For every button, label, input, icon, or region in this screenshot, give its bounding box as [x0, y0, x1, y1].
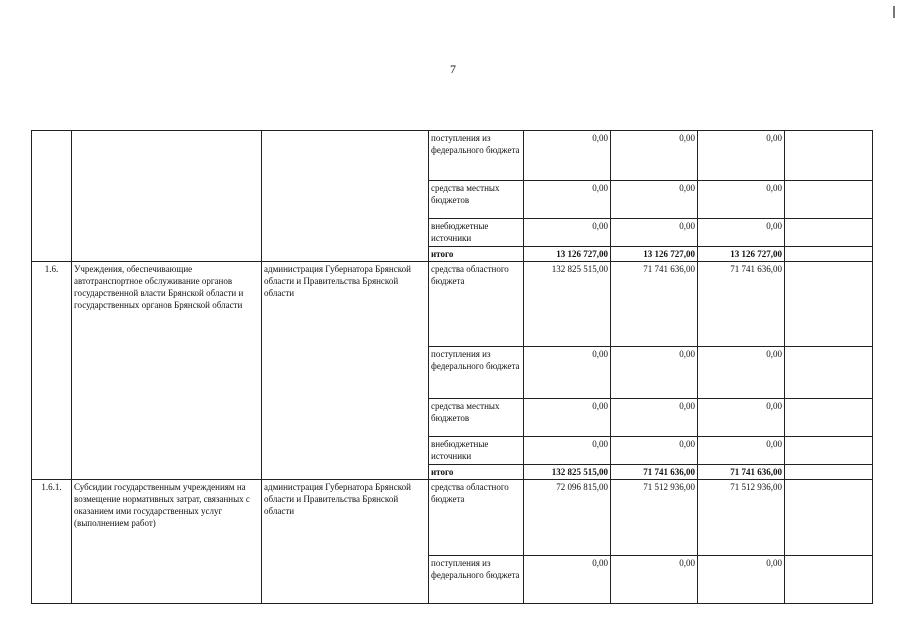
- amount-v2: 0,00: [611, 347, 698, 399]
- empty-cell: [785, 465, 873, 480]
- scan-edge-mark: [893, 6, 895, 18]
- row-name: Субсидии государственным учреждениям на возмещение нормативных затрат, связанных с оказанием ими государственных услуг (выполнением работ): [72, 480, 262, 604]
- empty-cell: [785, 247, 873, 262]
- funding-source: средства областного бюджета: [429, 480, 524, 556]
- funding-source: поступления из федерального бюджета: [429, 347, 524, 399]
- amount-v1: 132 825 515,00: [524, 262, 611, 347]
- amount-v3: 0,00: [698, 347, 785, 399]
- row-code: 1.6.: [32, 262, 72, 480]
- row-executor: администрация Губернатора Брянской области и Правительства Брянской области: [262, 480, 429, 604]
- amount-v2: 0,00: [611, 131, 698, 181]
- row-code: [32, 131, 72, 262]
- amount-v2: 0,00: [611, 219, 698, 247]
- amount-v1: 132 825 515,00: [524, 465, 611, 480]
- amount-v3: 0,00: [698, 131, 785, 181]
- funding-source: средства областного бюджета: [429, 262, 524, 347]
- funding-source: внебюджетные источники: [429, 219, 524, 247]
- empty-cell: [785, 437, 873, 465]
- amount-v3: 0,00: [698, 219, 785, 247]
- funding-source: внебюджетные источники: [429, 437, 524, 465]
- amount-v2: 0,00: [611, 437, 698, 465]
- amount-v3: 71 741 636,00: [698, 262, 785, 347]
- empty-cell: [785, 181, 873, 219]
- amount-v2: 71 512 936,00: [611, 480, 698, 556]
- row-code: 1.6.1.: [32, 480, 72, 604]
- empty-cell: [785, 556, 873, 604]
- funding-source: итого: [429, 247, 524, 262]
- amount-v3: 0,00: [698, 437, 785, 465]
- amount-v1: 13 126 727,00: [524, 247, 611, 262]
- page-number: 7: [450, 62, 456, 76]
- amount-v3: 13 126 727,00: [698, 247, 785, 262]
- row-executor: администрация Губернатора Брянской области и Правительства Брянской области: [262, 262, 429, 480]
- funding-source: поступления из федерального бюджета: [429, 131, 524, 181]
- amount-v3: 0,00: [698, 556, 785, 604]
- empty-cell: [785, 262, 873, 347]
- budget-table: [31, 130, 873, 604]
- amount-v3: 0,00: [698, 181, 785, 219]
- row-name: Учреждения, обеспечивающие автотранспортное обслуживание органов государственной власти Брянской области и государственных органов Брянской области: [72, 262, 262, 480]
- amount-v1: 0,00: [524, 219, 611, 247]
- empty-cell: [785, 219, 873, 247]
- amount-v1: 0,00: [524, 437, 611, 465]
- row-name: [72, 131, 262, 262]
- amount-v2: 71 741 636,00: [611, 262, 698, 347]
- table-row: [32, 131, 873, 181]
- amount-v3: 0,00: [698, 399, 785, 437]
- amount-v1: 0,00: [524, 131, 611, 181]
- funding-source: средства местных бюджетов: [429, 181, 524, 219]
- amount-v2: 0,00: [611, 181, 698, 219]
- empty-cell: [785, 480, 873, 556]
- amount-v1: 72 096 815,00: [524, 480, 611, 556]
- amount-v1: 0,00: [524, 347, 611, 399]
- funding-source: поступления из федерального бюджета: [429, 556, 524, 604]
- amount-v2: 13 126 727,00: [611, 247, 698, 262]
- budget-table-body: [32, 131, 873, 604]
- amount-v2: 0,00: [611, 556, 698, 604]
- row-executor: [262, 131, 429, 262]
- table-row: [32, 480, 873, 556]
- amount-v1: 0,00: [524, 556, 611, 604]
- funding-source: средства местных бюджетов: [429, 399, 524, 437]
- table-row: [32, 262, 873, 347]
- amount-v1: 0,00: [524, 399, 611, 437]
- amount-v3: 71 741 636,00: [698, 465, 785, 480]
- amount-v1: 0,00: [524, 181, 611, 219]
- amount-v3: 71 512 936,00: [698, 480, 785, 556]
- empty-cell: [785, 399, 873, 437]
- amount-v2: 71 741 636,00: [611, 465, 698, 480]
- empty-cell: [785, 347, 873, 399]
- empty-cell: [785, 131, 873, 181]
- funding-source: итого: [429, 465, 524, 480]
- amount-v2: 0,00: [611, 399, 698, 437]
